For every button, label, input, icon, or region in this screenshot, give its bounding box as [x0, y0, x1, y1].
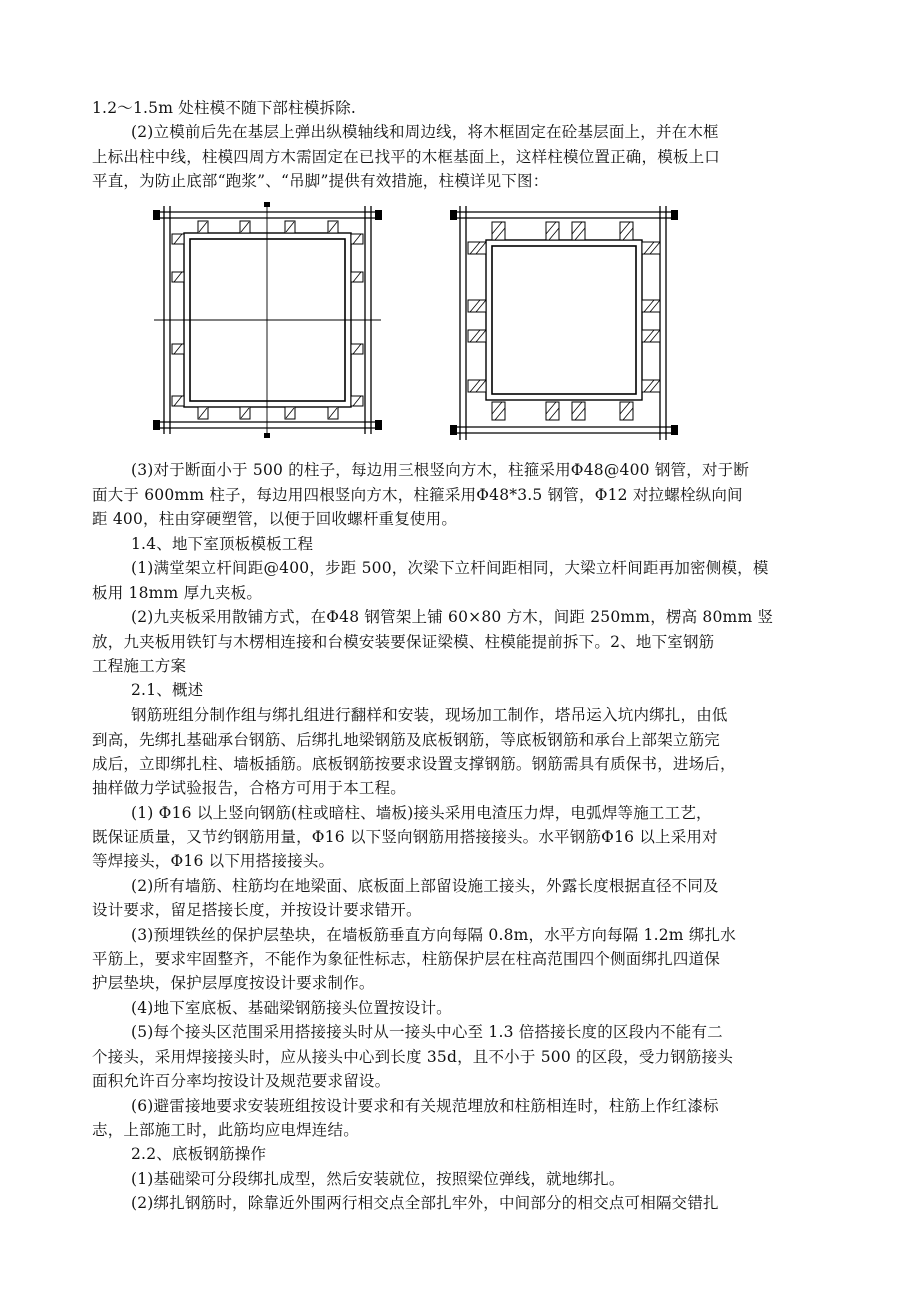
- text-line: (2)九夹板采用散铺方式，在Φ48 钢管架上铺 60×80 方木，间距 250mm，楞高 80mm 竖: [131, 608, 774, 626]
- text-line: (2)绑扎钢筋时，除靠近外围两行相交点全部扎牢外，中间部分的相交点可相隔交错扎: [131, 1194, 719, 1212]
- text-line: 到高，先绑扎基础承台钢筋、后绑扎地梁钢筋及底板钢筋，等底板钢筋和承台上部架立筋完: [92, 731, 721, 749]
- text-line: (4)地下室底板、基础梁钢筋接头位置按设计。: [131, 999, 452, 1017]
- text-line: (6)避雷接地要求安装班组按设计要求和有关规范埋放和柱筋相连时，柱筋上作红漆标: [131, 1097, 719, 1115]
- section-heading: 2.1、概述: [131, 681, 204, 699]
- text-line: 上标出柱中线，柱模四周方木需固定在已找平的木框基面上，这样柱模位置正确，模板上口: [92, 148, 721, 166]
- text-line: 既保证质量，又节约钢筋用量，Φ16 以下竖向钢筋用搭接接头。水平钢筋Φ16 以上采用对: [92, 828, 718, 846]
- section-heading: 2.2、底板钢筋操作: [131, 1145, 267, 1163]
- text-line: 志，上部施工时，此筋均应电焊连结。: [92, 1121, 359, 1139]
- text-line: 距 400，柱由穿硬塑管，以便于回收螺杆重复使用。: [92, 510, 458, 528]
- column-formwork-diagram-left: [150, 200, 385, 440]
- text-line: (2)所有墙筋、柱筋均在地梁面、底板面上部留设施工接头，外露长度根据直径不同及: [131, 877, 719, 895]
- text-line: (1)基础梁可分段绑扎成型，然后安装就位，按照梁位弹线，就地绑扎。: [131, 1170, 625, 1188]
- column-formwork-diagram-right: [448, 200, 680, 445]
- text-line: (5)每个接头区范围采用搭接接头时从一接头中心至 1.3 倍搭接长度的区段内不能有二: [131, 1023, 723, 1041]
- text-line: 面积允许百分率均按设计及规范要求留设。: [92, 1072, 391, 1090]
- text-line: 抽样做力学试验报告，合格方可用于本工程。: [92, 779, 407, 797]
- text-line: 面大于 600mm 柱子，每边用四根竖向方木，柱箍采用Φ48*3.5 钢管，Φ12 对拉螺栓纵向间: [92, 486, 743, 504]
- text-line: 平筋上，要求牢固整齐，不能作为象征性标志，柱筋保护层在柱高范围四个侧面绑扎四道保: [92, 950, 721, 968]
- text-line: (1)满堂架立杆间距@400，步距 500，次梁下立杆间距相同，大梁立杆间距再加密侧模，模: [131, 559, 769, 577]
- text-line: 1.2～1.5m 处柱模不随下部柱模拆除.: [92, 99, 357, 117]
- text-line: 钢筋班组分制作组与绑扎组进行翻样和安装，现场加工制作，塔吊运入坑内绑扎，由低: [131, 706, 728, 724]
- text-line: 平直，为防止底部“跑浆”、“吊脚”提供有效措施，柱模详见下图：: [92, 172, 549, 190]
- text-line: (2)立模前后先在基层上弹出纵模轴线和周边线，将木框固定在砼基层面上，并在木框: [131, 123, 719, 141]
- text-line: (1) Φ16 以上竖向钢筋(柱或暗柱、墙板)接头采用电渣压力焊，电弧焊等施工工艺，: [131, 804, 712, 822]
- section-heading: 1.4、地下室顶板模板工程: [131, 535, 314, 553]
- text-line: 护层垫块，保护层厚度按设计要求制作。: [92, 974, 375, 992]
- text-line: 工程施工方案: [92, 657, 187, 675]
- text-line: 成后，立即绑扎柱、墙板插筋。底板钢筋按要求设置支撑钢筋。钢筋需具有质保书，进场后，: [92, 755, 736, 773]
- text-line: 板用 18mm 厚九夹板。: [92, 584, 263, 602]
- text-line: 放，九夹板用铁钉与木楞相连接和台模安装要保证梁模、柱模能提前拆下。2、地下室钢筋: [92, 633, 715, 651]
- text-line: 个接头，采用焊接接头时，应从接头中心到长度 35d，且不小于 500 的区段，受力钢筋接头: [92, 1048, 734, 1066]
- text-line: 设计要求，留足搭接长度，并按设计要求错开。: [92, 901, 422, 919]
- text-line: (3)对于断面小于 500 的柱子，每边用三根竖向方木，柱箍采用Φ48@400 钢管，对于断: [131, 461, 750, 479]
- text-line: (3)预埋铁丝的保护层垫块，在墙板筋垂直方向每隔 0.8m，水平方向每隔 1.2m 绑扎水: [131, 926, 736, 944]
- text-line: 等焊接头，Φ16 以下用搭接接头。: [92, 852, 335, 870]
